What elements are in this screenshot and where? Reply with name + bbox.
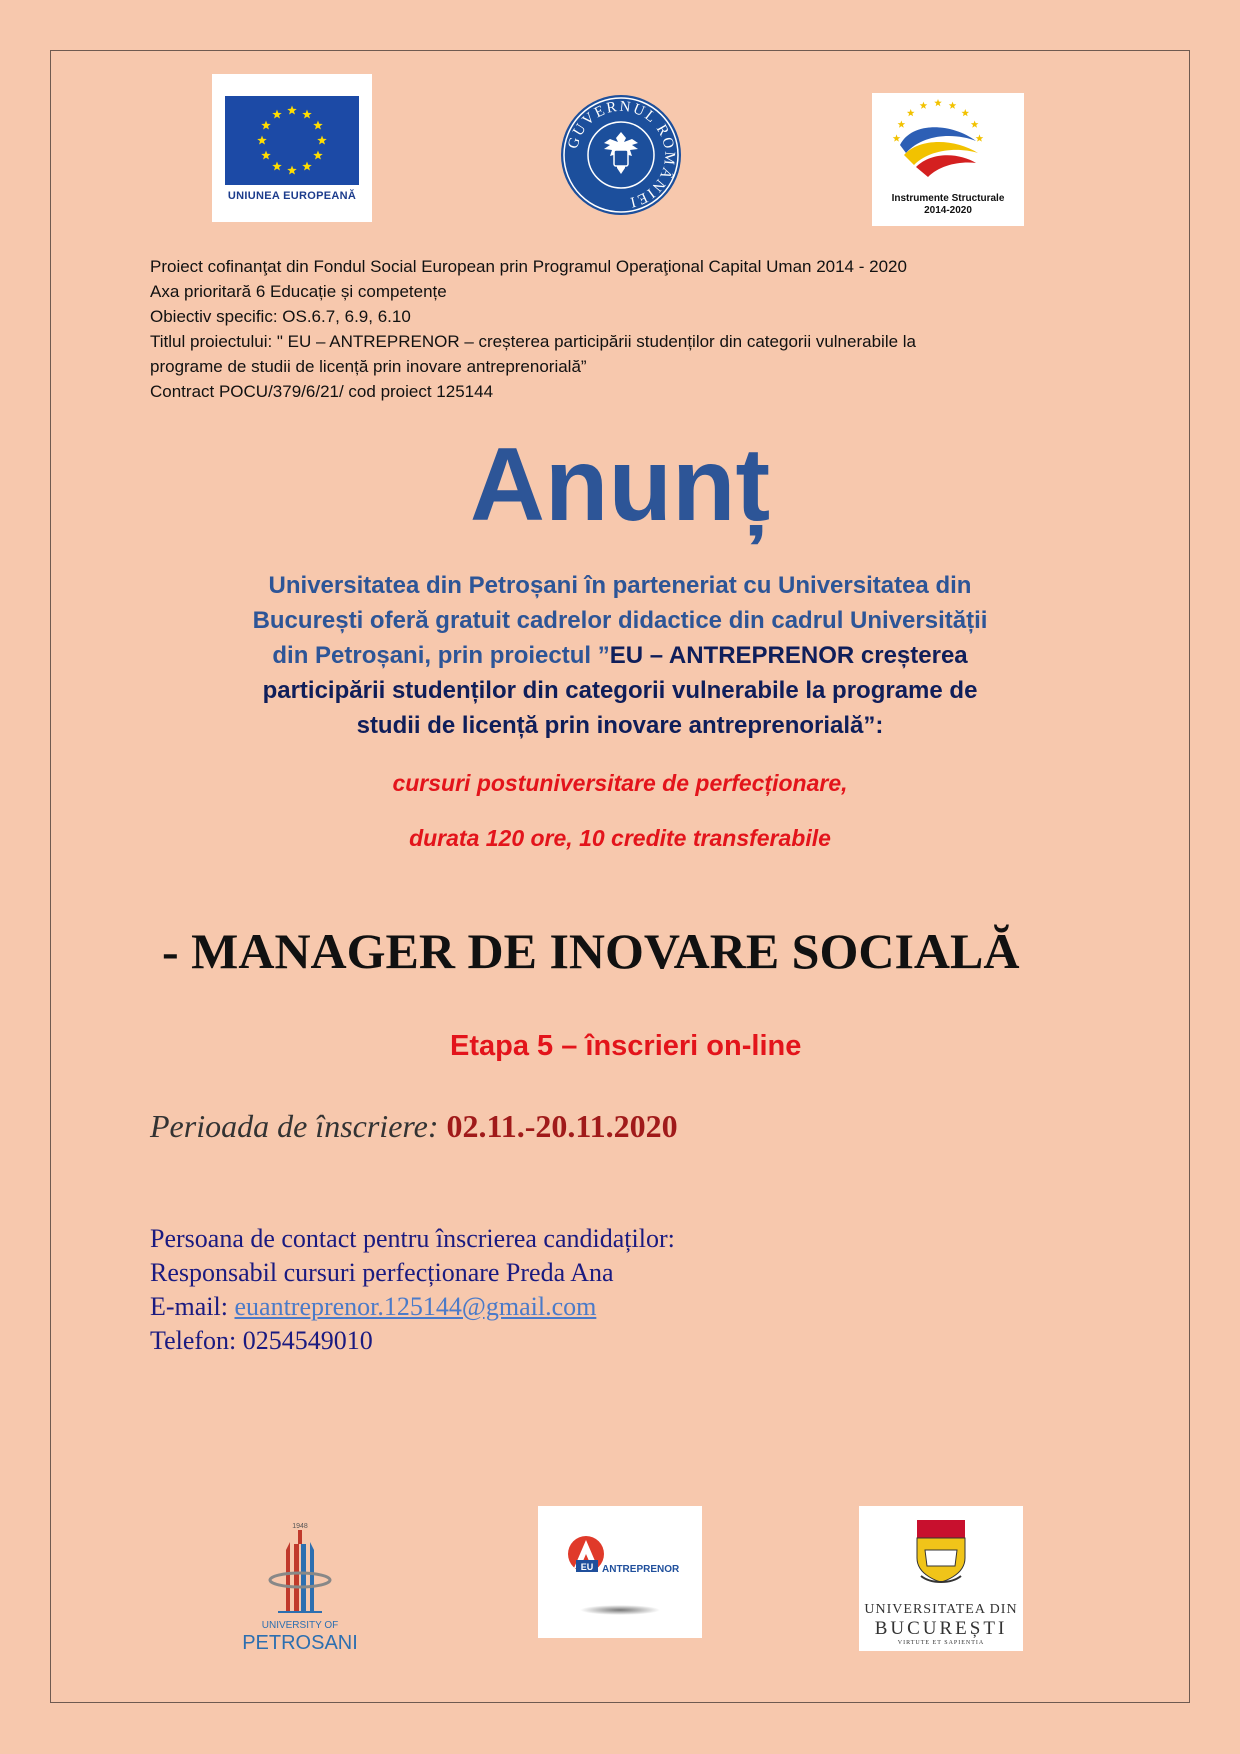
enrollment-period xyxy=(150,1108,1050,1145)
eu-star-icon xyxy=(272,110,282,119)
announcement-intro xyxy=(140,568,1100,743)
is-caption-line2: 2014-2020 xyxy=(924,205,972,216)
page-title: Anunț xyxy=(469,427,771,543)
ub-motto: VIRTUTE ET SAPIENTIA xyxy=(897,1640,985,1646)
eu-antreprenor-badge: EU xyxy=(580,1562,594,1572)
eu-star-icon xyxy=(257,136,267,145)
university-of-petrosani-icon xyxy=(240,1520,360,1620)
project-info-line: programe de studii de licență prin inovare antreprenorială” xyxy=(150,357,587,376)
ub-caption-line1: UNIVERSITATEA DIN xyxy=(864,1602,1018,1617)
period-label: Perioada de înscriere: xyxy=(150,1108,447,1144)
structural-star-icon xyxy=(934,99,942,106)
intro-line: participării studenților din categorii vulnerabile la programe de xyxy=(262,677,978,704)
project-info-line: Proiect cofinanţat din Fondul Social European prin Programul Operaţional Capital Uman 2014 - 2020 xyxy=(150,257,907,276)
upet-caption-line2: PETROSANI xyxy=(242,1632,358,1654)
ub-caption-line2: BUCUREȘTI xyxy=(874,1618,1008,1639)
course-type: cursuri postuniversitare de perfecționare, xyxy=(392,770,848,796)
upet-caption-line1: UNIVERSITY OF xyxy=(261,1620,339,1631)
project-info xyxy=(150,254,1050,404)
eu-antreprenor-logo xyxy=(538,1506,702,1638)
email-label: E-mail: xyxy=(150,1292,235,1321)
project-name: EU – ANTREPRENOR creșterea xyxy=(609,642,968,669)
eu-star-icon xyxy=(302,161,312,170)
university-of-petrosani-logo xyxy=(240,1520,360,1658)
eu-star-icon xyxy=(261,151,271,160)
eu-antreprenor-icon xyxy=(538,1506,702,1638)
is-caption-line1: Instrumente Structurale xyxy=(891,193,1005,204)
enrollment-stage: Etapa 5 – înscrieri on-line xyxy=(450,1030,802,1062)
university-of-bucharest-crest-icon xyxy=(859,1506,1023,1596)
gov-ring-text: GUVERNUL ROMÂNIEI xyxy=(565,98,678,211)
structural-instruments-icon xyxy=(872,93,1024,193)
intro-line: studii de licență prin inovare antreprenorială”: xyxy=(356,712,884,739)
eu-star-icon xyxy=(287,106,297,115)
structural-star-icon xyxy=(920,102,928,109)
contact-block xyxy=(150,1222,1050,1358)
project-contract-line: Contract POCU/379/6/21/ cod proiect 125144 xyxy=(150,382,494,401)
intro-line: Universitatea din Petroșani în parteneriat cu Universitatea din xyxy=(268,572,972,599)
intro-line: București oferă gratuit cadrelor didactice din cadrul Universității xyxy=(252,607,988,634)
eu-flag-icon xyxy=(225,96,359,185)
eu-star-icon xyxy=(313,151,323,160)
eu-caption: UNIUNEA EUROPEANĂ xyxy=(227,190,357,202)
romanian-government-seal-icon xyxy=(558,92,684,218)
contact-heading: Persoana de contact pentru înscrierea candidaților: xyxy=(150,1224,675,1253)
structural-instruments-logo xyxy=(872,93,1024,226)
structural-star-icon xyxy=(949,102,957,109)
period-value: 02.11.-20.11.2020 xyxy=(446,1108,678,1144)
project-info-line: Obiectiv specific: OS.6.7, 6.9, 6.10 xyxy=(150,307,411,326)
intro-line: din Petroșani, prin proiectul ” xyxy=(272,642,610,669)
eu-star-icon xyxy=(287,166,297,175)
university-of-bucharest-logo xyxy=(859,1506,1023,1651)
contact-person: Responsabil cursuri perfecționare Preda Ana xyxy=(150,1258,614,1287)
eu-antreprenor-text: ANTREPRENOR xyxy=(602,1564,680,1575)
structural-star-icon xyxy=(893,134,901,141)
eu-star-icon xyxy=(313,121,323,130)
structural-star-icon xyxy=(898,120,906,127)
structural-star-icon xyxy=(971,120,979,127)
project-info-line: Titlul proiectului: " EU – ANTREPRENOR – creșterea participării studenților din categorii vulnerabile la xyxy=(150,332,917,351)
eu-star-icon xyxy=(261,121,271,130)
course-duration: durata 120 ore, 10 credite transferabile xyxy=(409,825,831,851)
eu-star-icon xyxy=(317,136,327,145)
email-link[interactable]: euantreprenor.125144@gmail.com xyxy=(234,1292,597,1321)
structural-star-icon xyxy=(976,134,984,141)
eu-logo xyxy=(212,74,372,222)
contact-phone: Telefon: 0254549010 xyxy=(150,1326,373,1355)
upet-year: 1948 xyxy=(292,1523,308,1530)
eu-star-icon xyxy=(272,161,282,170)
program-name: - MANAGER DE INOVARE SOCIALĂ xyxy=(162,923,1020,979)
eu-star-icon xyxy=(302,110,312,119)
project-info-line: Axa prioritară 6 Educație și competențe xyxy=(150,282,447,301)
structural-star-icon xyxy=(907,109,915,116)
structural-star-icon xyxy=(961,109,969,116)
